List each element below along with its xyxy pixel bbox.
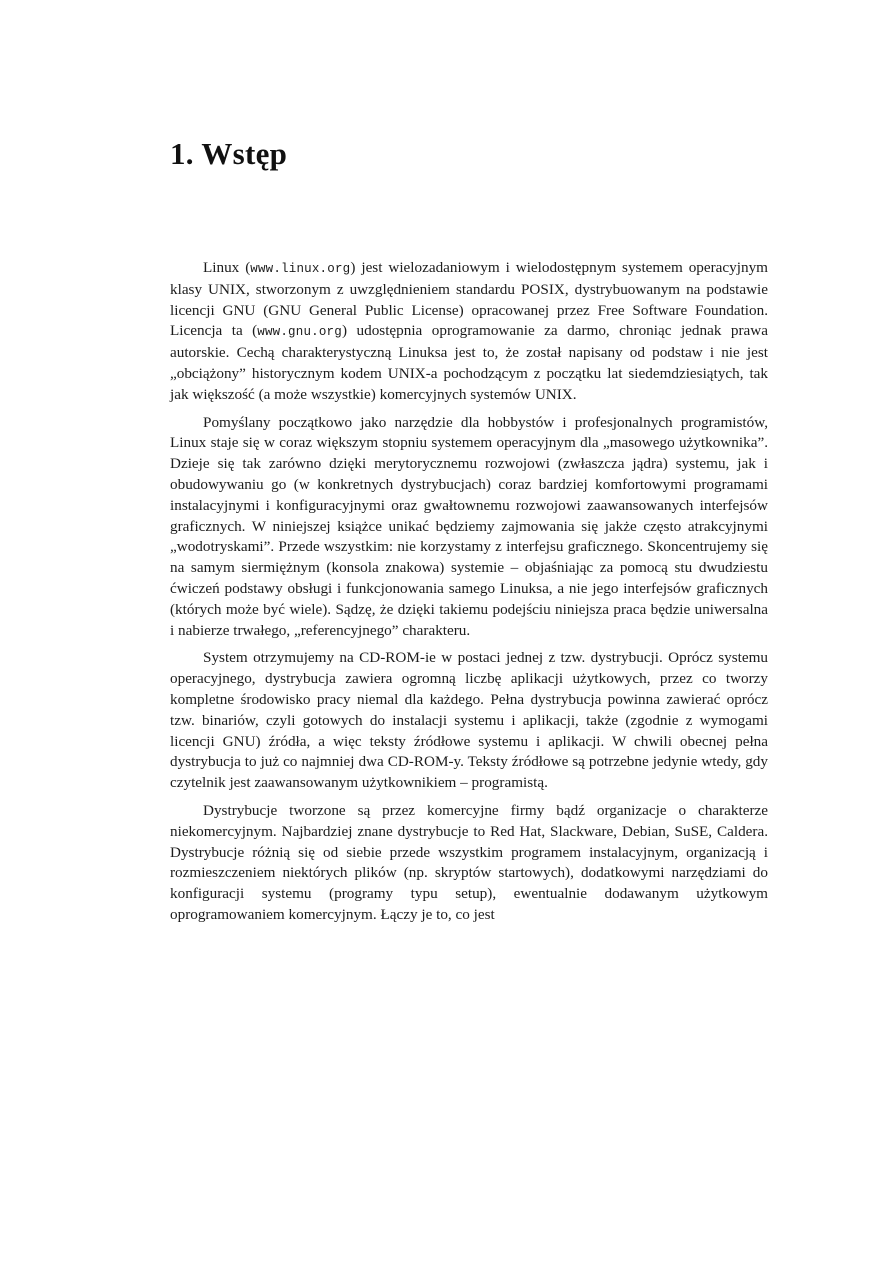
paragraph-purpose: Pomyślany początkowo jako narzędzie dla hobbystów i profesjonalnych programistów, Linux staje się w coraz większym stopniu systemem operacyjnym dla „masowego użytkownika”. Dzieje się tak zarówno dzięki merytorycznemu rozwojowi (zwłaszcza jądra) systemu, jak i obudowywaniu go (w konkretnych dystrybucjach) coraz bardziej komfortowymi programami instalacyjnymi i konfiguracyjnymi oraz gwałtownemu rozwojowi zaawansowanych interfejsów graficznych. W niniejszej książce unikać będziemy zajmowania się jakże często atrakcyjnymi „wodotryskami”. Przede wszystkim: nie korzystamy z interfejsu graficznego. Skoncentrujemy się na samym siermiężnym (konsola znakowa) systemie – objaśniając za pomocą stu dwudziestu ćwiczeń podstawy obsługi i funkcjonowania samego Linuksa, a nie jego interfejsów graficznych (których może być wiele). Sądzę, że dzięki takiemu podejściu niniejsza praca będzie uniwersalna i nabierze trwałego, „referencyjnego” charakteru. — [170, 413, 768, 639]
linux-url: www.linux.org — [250, 262, 351, 276]
paragraph-distribution: System otrzymujemy na CD-ROM-ie w postaci jednej z tzw. dystrybucji. Oprócz systemu operacyjnego, dystrybucja zawiera ogromną liczbę aplikacji użytkowych, przez co tworzy kompletne środowisko pracy niemal dla każdego. Pełna dystrybucja powinna zawierać oprócz tzw. binariów, czyli gotowych do instalacji systemu i aplikacji, także (zgodnie z wymogami licencji GNU) źródła, a więc teksty źródłowe systemu i aplikacji. W chwili obecnej pełna dystrybucja to już co najmniej dwa CD-ROM-y. Teksty źródłowe są potrzebne jedynie wtedy, gdy czytelnik jest zaawansowanym użytkownikiem – programistą. — [170, 649, 768, 792]
gnu-url: www.gnu.org — [257, 325, 342, 340]
paragraph-vendors: Dystrybucje tworzone są przez komercyjne firmy bądź organizacje o charakterze niekomercyjnym. Najbardziej znane dystrybucje to Red Hat, Slackware, Debian, SuSE, Caldera. Dystrybucje różnią się od siebie przede wszystkim programem instalacyjnym, organizacją i rozmieszczeniem niektórych plików (np. skryptów startowych), dodatkowymi narzędziami do konfiguracji systemu (programy typu setup), ewentualnie dodawanym użytkowym oprogramowaniem komercyjnym. Łączy je to, co jest — [170, 801, 768, 923]
paragraph-intro — [170, 258, 768, 406]
paragraph-intro-text-b: ) jest wielozadaniowym i wielodostępnym systemem operacyjnym klasy UNIX, stworzonym z uwzględnieniem standardu POSIX, dystrybuowanym na podstawie licencji GNU (GNU General Public License) opracowanej przez Free Software Foundation. Licencja ta ( — [170, 259, 768, 340]
paragraph-intro-text-c: ) udostępnia oprogramowanie za darmo, chroniąc jednak prawa autorskie. Cechą charakterystyczną Linuksa jest to, że został napisany od podstaw i nie jest „obciążony” historycznym kodem UNIX-a pochodzącym z początku lat siedemdziesiątych, tak jak większość (a może wszystkie) komercyjnych systemów UNIX. — [170, 322, 769, 403]
chapter-body — [170, 258, 768, 933]
paragraph-intro-text-a: Linux ( — [203, 259, 251, 276]
chapter-title: 1. Wstęp — [170, 136, 288, 171]
